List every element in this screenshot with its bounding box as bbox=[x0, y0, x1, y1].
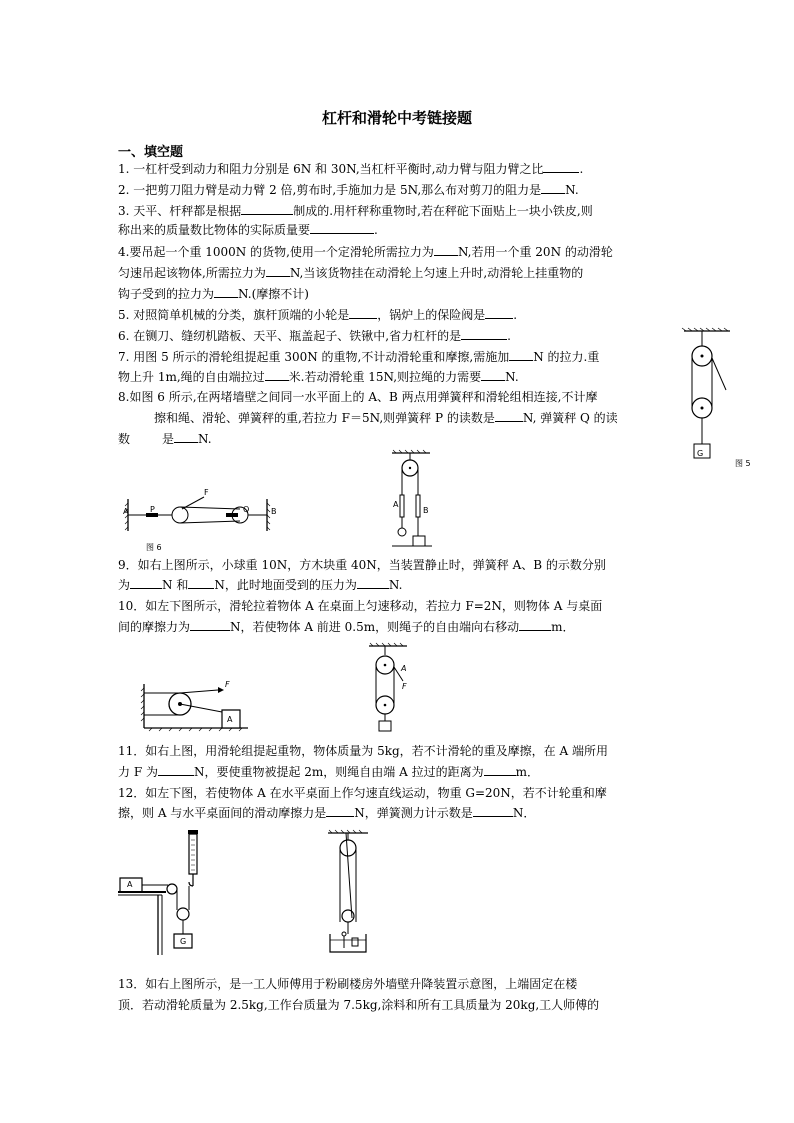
figure-11-end-a-label: A bbox=[401, 664, 407, 673]
answer-blank bbox=[190, 619, 230, 631]
question-8-line-1 bbox=[118, 389, 597, 405]
question-4-text-c: 匀速吊起该物体,所需拉力为 bbox=[118, 266, 266, 280]
question-10-end: m． bbox=[551, 620, 575, 634]
figure-5-pulley-diagram bbox=[682, 328, 732, 468]
figure-5-caption: 图 5 bbox=[735, 459, 751, 468]
figure-10-force-label: F bbox=[225, 680, 230, 689]
question-13-line-1 bbox=[118, 976, 577, 992]
question-4-line-3 bbox=[118, 286, 309, 302]
figure-10-block-a-label: A bbox=[227, 715, 233, 724]
question-11-line-2 bbox=[118, 764, 539, 780]
question-7-text-a: 7. 用图 5 所示的滑轮组提起重 300N 的重物,不计动滑轮重和摩擦,需施加 bbox=[118, 350, 510, 364]
question-11-text-a: 11．如右上图，用滑轮组提起重物，物体质量为 5kg，若不计滑轮的重及摩擦，在 A 端所用 bbox=[118, 744, 608, 758]
figure-11-force-label: F bbox=[402, 682, 407, 691]
answer-blank bbox=[485, 307, 513, 319]
answer-blank bbox=[349, 307, 377, 319]
question-10-text-b: 间的摩擦力为 bbox=[118, 620, 191, 634]
question-2 bbox=[118, 182, 579, 198]
question-13-text-a: 13．如右上图所示，是一工人师傅用于粉刷楼房外墙壁升降装置示意图，上端固定在楼 bbox=[118, 977, 578, 991]
question-7-line-1 bbox=[118, 349, 599, 365]
question-12-line-1 bbox=[118, 785, 607, 801]
question-2-text: 2. 一把剪刀阻力臂是动力臂 2 倍,剪布时,手施加力是 5N,那么布对剪刀的阻力是 bbox=[118, 183, 542, 197]
answer-blank bbox=[519, 619, 551, 631]
question-5-text-b: ，锅炉上的保险阀是 bbox=[377, 308, 486, 322]
answer-blank bbox=[434, 244, 458, 256]
answer-blank bbox=[484, 764, 516, 776]
figure-12-block-a-label: A bbox=[127, 880, 133, 889]
question-4-text-e: 钩子受到的拉力为 bbox=[118, 287, 215, 301]
question-3-line-1 bbox=[118, 203, 593, 219]
question-12-text-c: N，弹簧测力计示数是 bbox=[354, 806, 473, 820]
question-13-text-b: 顶．若动滑轮质量为 2.5kg,工作台质量为 7.5kg,涂料和所有工具质量为 20kg,工人师傅的 bbox=[118, 998, 600, 1012]
answer-blank bbox=[473, 805, 513, 817]
answer-blank bbox=[174, 431, 198, 443]
question-12-line-2 bbox=[118, 805, 535, 821]
question-7-text-d: 米.若动滑轮重 15N,则拉绳的力需要 bbox=[288, 370, 482, 384]
answer-blank bbox=[188, 577, 214, 589]
answer-blank bbox=[495, 410, 523, 422]
page-title: 杠杆和滑轮中考链接题 bbox=[321, 109, 472, 127]
question-12-text-a: 12．如左下图，若使物体 A 在水平桌面上作匀速直线运动，物重 G=20N，若不计轮重和摩 bbox=[118, 786, 607, 800]
question-8-text-d: 数 bbox=[118, 432, 131, 446]
question-3-text-c: 称出来的质量数比物体的实际质量要 bbox=[118, 223, 311, 237]
question-9-text-c: N 和 bbox=[162, 578, 189, 592]
question-13-line-2 bbox=[118, 997, 599, 1013]
question-1-end: . bbox=[579, 162, 584, 176]
question-12-end: N． bbox=[512, 806, 536, 820]
question-9-text-b: 为 bbox=[118, 578, 131, 592]
figure-11-pulley-block-diagram bbox=[365, 643, 415, 735]
figure-6-force-label: F bbox=[204, 488, 209, 497]
question-6-text: 6. 在铡刀、缝纫机踏板、天平、瓶盖起子、铁锹中,省力杠杆的是 bbox=[118, 329, 462, 343]
answer-blank bbox=[241, 203, 293, 215]
figure-6-wall-a-label: A bbox=[123, 507, 129, 516]
question-4-text-d: N,当该货物挂在动滑轮上匀速上升时,动滑轮上挂重物的 bbox=[289, 266, 584, 280]
question-10-text-c: N，若使物体 A 前进 0.5m，则绳子的自由端向右移动 bbox=[230, 620, 520, 634]
question-10-text-a: 10．如左下图所示，滑轮拉着物体 A 在桌面上匀速移动，若拉力 F=2N，则物体 A 与桌面 bbox=[118, 599, 603, 613]
question-3-line-2 bbox=[118, 222, 378, 238]
figure-6-wall-b-label: B bbox=[271, 507, 277, 516]
question-4-line-1 bbox=[118, 244, 613, 260]
question-4-text-b: N,若用一个重 20N 的动滑轮 bbox=[457, 245, 613, 259]
question-9-text-a: 9．如右上图所示，小球重 10N，方木块重 40N，当装置静止时，弹簧秤 A、B 的示数分别 bbox=[118, 558, 606, 572]
answer-blank bbox=[158, 764, 194, 776]
question-11-text-b: 力 F 为 bbox=[118, 765, 158, 779]
figure-6-spring-p-label: P bbox=[150, 505, 155, 514]
question-9-line-1 bbox=[118, 557, 606, 573]
answer-blank bbox=[265, 369, 289, 381]
question-9-line-2 bbox=[118, 577, 402, 593]
figure-10-horizontal-pulley-diagram bbox=[140, 670, 260, 732]
question-12-text-b: 擦，则 A 与水平桌面间的滑动摩擦力是 bbox=[118, 806, 327, 820]
figure-6-caption: 图 6 bbox=[146, 543, 162, 552]
question-7-end: N. bbox=[505, 370, 519, 384]
question-8-text-a: 8.如图 6 所示,在两堵墙壁之间同一水平面上的 A、B 两点用弹簧秤和滑轮组相连接,不计摩 bbox=[118, 390, 598, 404]
question-3-end: . bbox=[374, 223, 378, 237]
figure-12-table-scale-diagram bbox=[118, 830, 218, 960]
answer-blank bbox=[541, 182, 565, 194]
figure-6-spring-q-label: Q bbox=[243, 505, 250, 514]
question-8-line-3 bbox=[118, 431, 212, 447]
question-6 bbox=[118, 328, 511, 344]
answer-blank bbox=[509, 349, 533, 361]
question-7-text-b: N 的拉力.重 bbox=[533, 350, 600, 364]
question-7-line-2 bbox=[118, 369, 519, 385]
question-6-end: . bbox=[507, 329, 511, 343]
question-1-text: 1. 一杠杆受到动力和阻力分别是 6N 和 30N,当杠杆平衡时,动力臂与阻力臂之比 bbox=[118, 162, 544, 176]
question-8-text-c: N, 弹簧秤 Q 的读 bbox=[522, 411, 618, 425]
section-heading-fill-blank: 一、填空题 bbox=[118, 145, 184, 160]
figure-13-lifting-platform-diagram bbox=[326, 830, 370, 960]
question-3-text-a: 3. 天平、杆秤都是根据 bbox=[118, 204, 242, 218]
question-7-text-c: 物上升 1m,绳的自由端拉过 bbox=[118, 370, 265, 384]
answer-blank bbox=[266, 265, 290, 277]
question-10-line-1 bbox=[118, 598, 602, 614]
question-5-text-a: 5. 对照简单机械的分类，旗杆顶端的小轮是 bbox=[118, 308, 350, 322]
figure-9-scale-b-label: B bbox=[423, 506, 429, 515]
figure-12-weight-g-label: G bbox=[180, 937, 187, 946]
answer-blank bbox=[130, 577, 162, 589]
question-4-line-2 bbox=[118, 265, 583, 281]
answer-blank bbox=[461, 328, 507, 340]
question-2-end: N. bbox=[565, 183, 579, 197]
question-4-text-a: 4.要吊起一个重 1000N 的货物,使用一个定滑轮所需拉力为 bbox=[118, 245, 434, 259]
answer-blank bbox=[214, 286, 238, 298]
answer-blank bbox=[310, 222, 374, 234]
question-10-line-2 bbox=[118, 619, 574, 635]
question-4-text-f: N.(摩擦不计) bbox=[238, 287, 309, 301]
question-11-line-1 bbox=[118, 743, 608, 759]
question-8-end: N. bbox=[198, 432, 212, 446]
answer-blank bbox=[326, 805, 354, 817]
answer-blank bbox=[543, 161, 579, 173]
question-9-end: N. bbox=[388, 578, 403, 592]
question-3-text-b: 制成的.用杆秤称重物时,若在秤砣下面贴上一块小铁皮,则 bbox=[293, 204, 593, 218]
question-11-text-c: N，要使重物被提起 2m，则绳自由端 A 拉过的距离为 bbox=[193, 765, 484, 779]
figure-5-weight-label: G bbox=[697, 449, 704, 458]
question-8-text-e: 是 bbox=[162, 432, 175, 446]
question-9-text-d: N，此时地面受到的压力为 bbox=[214, 578, 357, 592]
question-5-end: . bbox=[513, 308, 518, 322]
figure-9-scale-a-label: A bbox=[393, 500, 399, 509]
question-5 bbox=[118, 307, 517, 323]
question-8-text-b: 擦和绳、滑轮、弹簧秤的重,若拉力 F＝5N,则弹簧秤 P 的读数是 bbox=[154, 411, 495, 425]
question-1 bbox=[118, 161, 583, 177]
question-11-end: m． bbox=[515, 765, 539, 779]
answer-blank bbox=[481, 369, 505, 381]
answer-blank bbox=[357, 577, 389, 589]
question-8-line-2 bbox=[154, 410, 618, 426]
